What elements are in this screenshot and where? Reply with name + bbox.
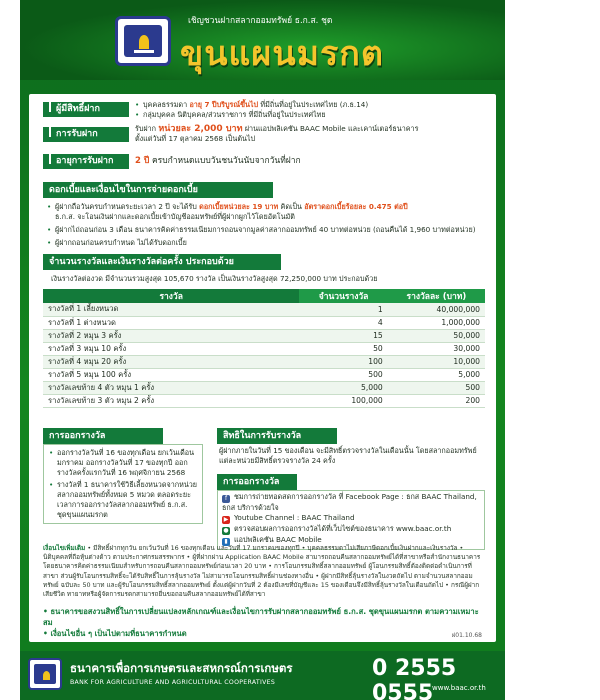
prize-amount: 30,000 — [388, 342, 485, 355]
prize-amount: 40,000,000 — [388, 303, 485, 316]
prize-count: 1 — [299, 303, 387, 316]
doc-code: ฝ01.10.68 — [451, 632, 482, 639]
term-text — [135, 156, 485, 166]
deposit-label: การรับฝาก — [43, 127, 129, 142]
prize-name: รางวัลที่ 1 ต่างหนวด — [43, 316, 299, 329]
prize-name: รางวัลเลขท้าย 4 ตัว หมุน 1 ครั้ง — [43, 381, 299, 394]
baac-logo — [115, 16, 171, 66]
series-title: ขุนแผนมรกต — [180, 34, 384, 74]
prize-count: 4 — [299, 316, 387, 329]
channel-website[interactable] — [222, 524, 482, 535]
interest-1-highlight-b: อัตราดอกเบี้ยร้อยละ 0.475 ต่อปี — [304, 202, 408, 211]
invite-text: เชิญชวนฝากสลากออมทรัพย์ ธ.ก.ส. ชุด — [188, 16, 333, 26]
term-highlight: 2 ปี — [135, 156, 150, 166]
interest-heading: ดอกเบี้ยและเงื่อนไขในการจ่ายดอกเบี้ย — [43, 182, 273, 198]
interest-1-pre: ผู้ฝากถือวันครบกำหนดระยะเวลา 2 ปี จะได้รับ — [55, 202, 197, 211]
header — [20, 0, 505, 80]
eligible-item-2: • กลุ่มบุคคล นิติบุคคล/ส่วนราชการ ที่มีถิ่นที่อยู่ในประเทศไทย — [135, 110, 485, 120]
footnote-text-2: เงื่อนไขอื่น ๆ เป็นไปตามที่ธนาคารกำหนด — [50, 629, 187, 638]
interest-item-3: • ผู้ฝากถอนก่อนครบกำหนด ไม่ได้รับดอกเบี้ย — [47, 238, 487, 248]
prize-amount: 200 — [388, 394, 485, 407]
poster — [20, 0, 505, 700]
website-text: ตรวจสอบผลการออกรางวัลได้ที่เว็บไซต์ของธนาคาร www.baac.or.th — [234, 524, 452, 533]
youtube-text: Youtube Channel : BAAC Thailand — [234, 513, 355, 522]
bank-name-en: BANK FOR AGRICULTURE AND AGRICULTURAL COOPERATIVES — [70, 679, 276, 686]
remark-text: • มีสิทธิ์ฝากทุกวัน ยกเว้นวันที่ 16 ของทุกเดือน และวันที่ 17 มกราคมของทุกปี • บุคคลธรรมดาไม่เสียภาษีดอกเบี้ยเงินฝากและเงินรางวัล • นิติบุคคลที่ถือหุ้นต่างด้าว ตามประกาศกรมสรรพากร • ผู้ที่ฝากผ่าน Application BAAC Mobile สามารถถอนคืนสลากออมทรัพย์ได้ที่สาขาหรือสำนักงานธนาคาร โดยธนาคารคิดค่าธรรมเนียมสำหรับการถอนคืนสลากออมทรัพย์ก่อนเวลา 20 บาท • การโอนกรรมสิทธิ์สลากออมทรัพย์ ผู้โอนกรรมสิทธิ์ต้องติดต่อดำเนินการที่สาขา ส่วนผู้รับโอนกรรมสิทธิ์จะได้รับสิทธิ์ในการลุ้นรางวัล ไม่สามารถโอนกรรมสิทธิ์ผ่านช่องทางอื่น • ผู้ฝากมีสิทธิ์ลุ้นรางวัลในงวดถัดไป ตามจำนวนสลากออมทรัพย์ ฉบับละ 50 บาท และผู้รับโอนกรรมสิทธิ์สลากออมทรัพย์ ตั้งแต่ผู้ฝากวันที่ 2 ต้องมีเลขที่บัญชีและ 15 ของเดือนจึงมีสิทธิ์ลุ้นรางวัลในเดือนถัดไป • กรณีผู้ฝากเสียชีวิต ทายาทหรือผู้จัดการมรดกสามารถยื่นขอถอนคืนสลากออมทรัพย์ได้ที่สาขา — [43, 544, 481, 599]
baac-logo-mark — [124, 25, 162, 57]
interest-1-highlight-a: ดอกเบี้ยหน่วยละ 19 บาท — [199, 202, 279, 211]
prize-amount: 1,000,000 — [388, 316, 485, 329]
col-amount: รางวัลละ (บาท) — [388, 289, 485, 303]
prize-name: รางวัลที่ 4 หมุน 20 ครั้ง — [43, 355, 299, 368]
deposit-line-1 — [135, 124, 485, 134]
channels-heading: การออกรางวัล — [217, 474, 297, 490]
app-text: แอปพลิเคชัน BAAC Mobile — [234, 535, 322, 544]
eligible-text — [135, 100, 485, 120]
interest-1-mid: คิดเป็น — [280, 202, 302, 211]
footer-logo — [28, 658, 62, 690]
eligible-1-highlight: อายุ 7 ปีบริบูรณ์ขึ้นไป — [189, 100, 259, 109]
col-count: จำนวนรางวัล — [299, 289, 387, 303]
eligible-1-pre: บุคคลธรรมดา — [143, 100, 188, 109]
interest-item-1 — [47, 202, 487, 222]
prize-count: 100 — [299, 355, 387, 368]
channel-facebook[interactable] — [222, 492, 482, 513]
interest-1-line2: ธ.ก.ส. จะโอนเงินฝากและดอกเบี้ยเข้าบัญชีออมทรัพย์ที่ผู้ฝากผูกไว้โดยอัตโนมัติ — [55, 212, 295, 221]
footnote-line-2: • เงื่อนไขอื่น ๆ เป็นไปตามที่ธนาคารกำหนด — [43, 629, 187, 638]
deposit-1-highlight: หน่วยละ 2,000 บาท — [158, 124, 243, 134]
prize-name: รางวัลที่ 2 หมุน 3 ครั้ง — [43, 329, 299, 342]
remark-label: เงื่อนไขเพิ่มเติม — [43, 544, 86, 552]
table-row — [43, 303, 485, 316]
prize-amount: 10,000 — [388, 355, 485, 368]
prize-name: รางวัลที่ 1 เลี้ยงหนวด — [43, 303, 299, 316]
prizes-summary: เงินรางวัลต่องวด มีจำนวนรวมสูงสุด 105,670 รางวัล เป็นเงินรางวัลสูงสุด 72,250,000 บาท ประกอบด้วย — [51, 274, 378, 283]
globe-icon: ● — [223, 527, 229, 534]
eligible-label: ผู้มีสิทธิ์ฝาก — [43, 102, 129, 117]
prize-count: 100,000 — [299, 394, 387, 407]
prize-count: 50 — [299, 342, 387, 355]
eligible-1-post: ที่มีถิ่นที่อยู่ในประเทศไทย (ภ.ธ.14) — [260, 100, 369, 109]
interest-list — [47, 202, 487, 248]
prize-count: 15 — [299, 329, 387, 342]
deposit-line-2: ตั้งแต่วันที่ 17 ตุลาคม 2568 เป็นต้นไป — [135, 134, 256, 143]
prize-count: 5,000 — [299, 381, 387, 394]
youtube-icon: ▶ — [223, 516, 229, 523]
bank-name-th: ธนาคารเพื่อการเกษตรและสหกรณ์การเกษตร — [70, 661, 293, 675]
footnote — [43, 606, 485, 639]
content-card — [29, 94, 496, 642]
deposit-text — [135, 124, 485, 144]
prize-amount: 50,000 — [388, 329, 485, 342]
term-label: อายุการรับฝาก — [43, 154, 129, 169]
draw-item-1: • ออกรางวัลวันที่ 16 ของทุกเดือน ยกเว้นเดือนมกราคม ออกรางวัลวันที่ 17 ของทุกปี ออกรางวัลครั้งแรกวันที่ 16 พฤศจิกายน 2568 — [49, 448, 199, 478]
facebook-text: ชมการถ่ายทอดสดการออกรางวัล ที่ Facebook Page : ธกส BAAC Thailand, ธกส บริการด้วยใจ — [222, 492, 477, 512]
prize-table — [43, 289, 485, 408]
prize-name: รางวัลเลขท้าย 3 ตัว หมุน 2 ครั้ง — [43, 394, 299, 407]
deposit-1-post: ผ่านแอปพลิเคชัน BAAC Mobile และเคาน์เตอร์ธนาคาร — [244, 124, 419, 133]
footer — [20, 651, 505, 700]
table-row — [43, 381, 485, 394]
prize-count: 500 — [299, 368, 387, 381]
table-row — [43, 342, 485, 355]
channel-youtube[interactable] — [222, 513, 482, 524]
term-post: ครบกำหนดแบบวันชนวันนับจากวันที่ฝาก — [151, 156, 301, 166]
table-row — [43, 329, 485, 342]
deposit-1-pre: รับฝาก — [135, 124, 157, 133]
footer-logo-mark — [34, 664, 56, 684]
prize-table-header — [43, 289, 485, 303]
col-prize: รางวัล — [43, 289, 299, 303]
call-center-number[interactable]: 0 2555 0555 — [372, 656, 457, 700]
table-row — [43, 368, 485, 381]
prizes-heading: จำนวนรางวัลและเงินรางวัลต่อครั้ง ประกอบด้วย — [43, 254, 281, 270]
logo-bar — [134, 50, 154, 53]
leaf-icon — [139, 35, 149, 49]
prize-amount: 500 — [388, 381, 485, 394]
prize-name: รางวัลที่ 3 หมุน 10 ครั้ง — [43, 342, 299, 355]
mobile-app-icon: ▮ — [222, 538, 230, 546]
rights-heading: สิทธิในการรับรางวัล — [217, 428, 337, 444]
website-link[interactable]: www.baac.or.th — [432, 684, 486, 692]
leaf-icon — [43, 671, 50, 680]
table-row — [43, 316, 485, 329]
rights-text: ผู้ฝากภายในวันที่ 15 ของเดือน จะมีสิทธิ์ตรวจรางวัลในเดือนนั้น โดยสลากออมทรัพย์แต่ละหน่วยมีสิทธิ์ตรวจรางวัล 24 ครั้ง — [219, 446, 477, 465]
eligible-item-1 — [135, 100, 485, 110]
footnote-line-1: • ธนาคารขอสงวนสิทธิ์ในการเปลี่ยนแปลงหลักเกณฑ์และเงื่อนไขการรับฝากสลากออมทรัพย์ ธ.ก.ส. ชุดขุนแผนมรกต ตามความเหมาะสม — [43, 607, 479, 627]
channels-list — [222, 492, 482, 546]
draw-item-2: • รางวัลที่ 1 ธนาคารใช้วิธีเลี้ยงหนวดจากหน่วยสลากออมทรัพย์ทั้งหมด 5 หมวด ตลอดระยะเวลาการออกรางวัลสลากออมทรัพย์ ธ.ก.ส. ชุดขุนแผนมรกต — [49, 480, 199, 520]
draw-list — [49, 448, 199, 520]
remark — [43, 544, 485, 599]
draw-heading: การออกรางวัล — [43, 428, 163, 444]
prize-amount: 5,000 — [388, 368, 485, 381]
table-row — [43, 355, 485, 368]
table-row — [43, 394, 485, 407]
footnote-text-1: ธนาคารขอสงวนสิทธิ์ในการเปลี่ยนแปลงหลักเกณฑ์และเงื่อนไขการรับฝากสลากออมทรัพย์ ธ.ก.ส. ชุดขุนแผนมรกต ตามความเหมาะสม — [43, 607, 479, 627]
facebook-icon: f — [222, 495, 230, 503]
interest-item-2: • ผู้ฝากไถ่ถอนก่อน 3 เดือน ธนาคารคิดค่าธรรมเนียมการถอนจากมูลค่าสลากออมทรัพย์ 40 บาทต่อหน่วย (ถอนคืนได้ 1,960 บาทต่อหน่วย) — [47, 225, 487, 235]
prize-name: รางวัลที่ 5 หมุน 100 ครั้ง — [43, 368, 299, 381]
